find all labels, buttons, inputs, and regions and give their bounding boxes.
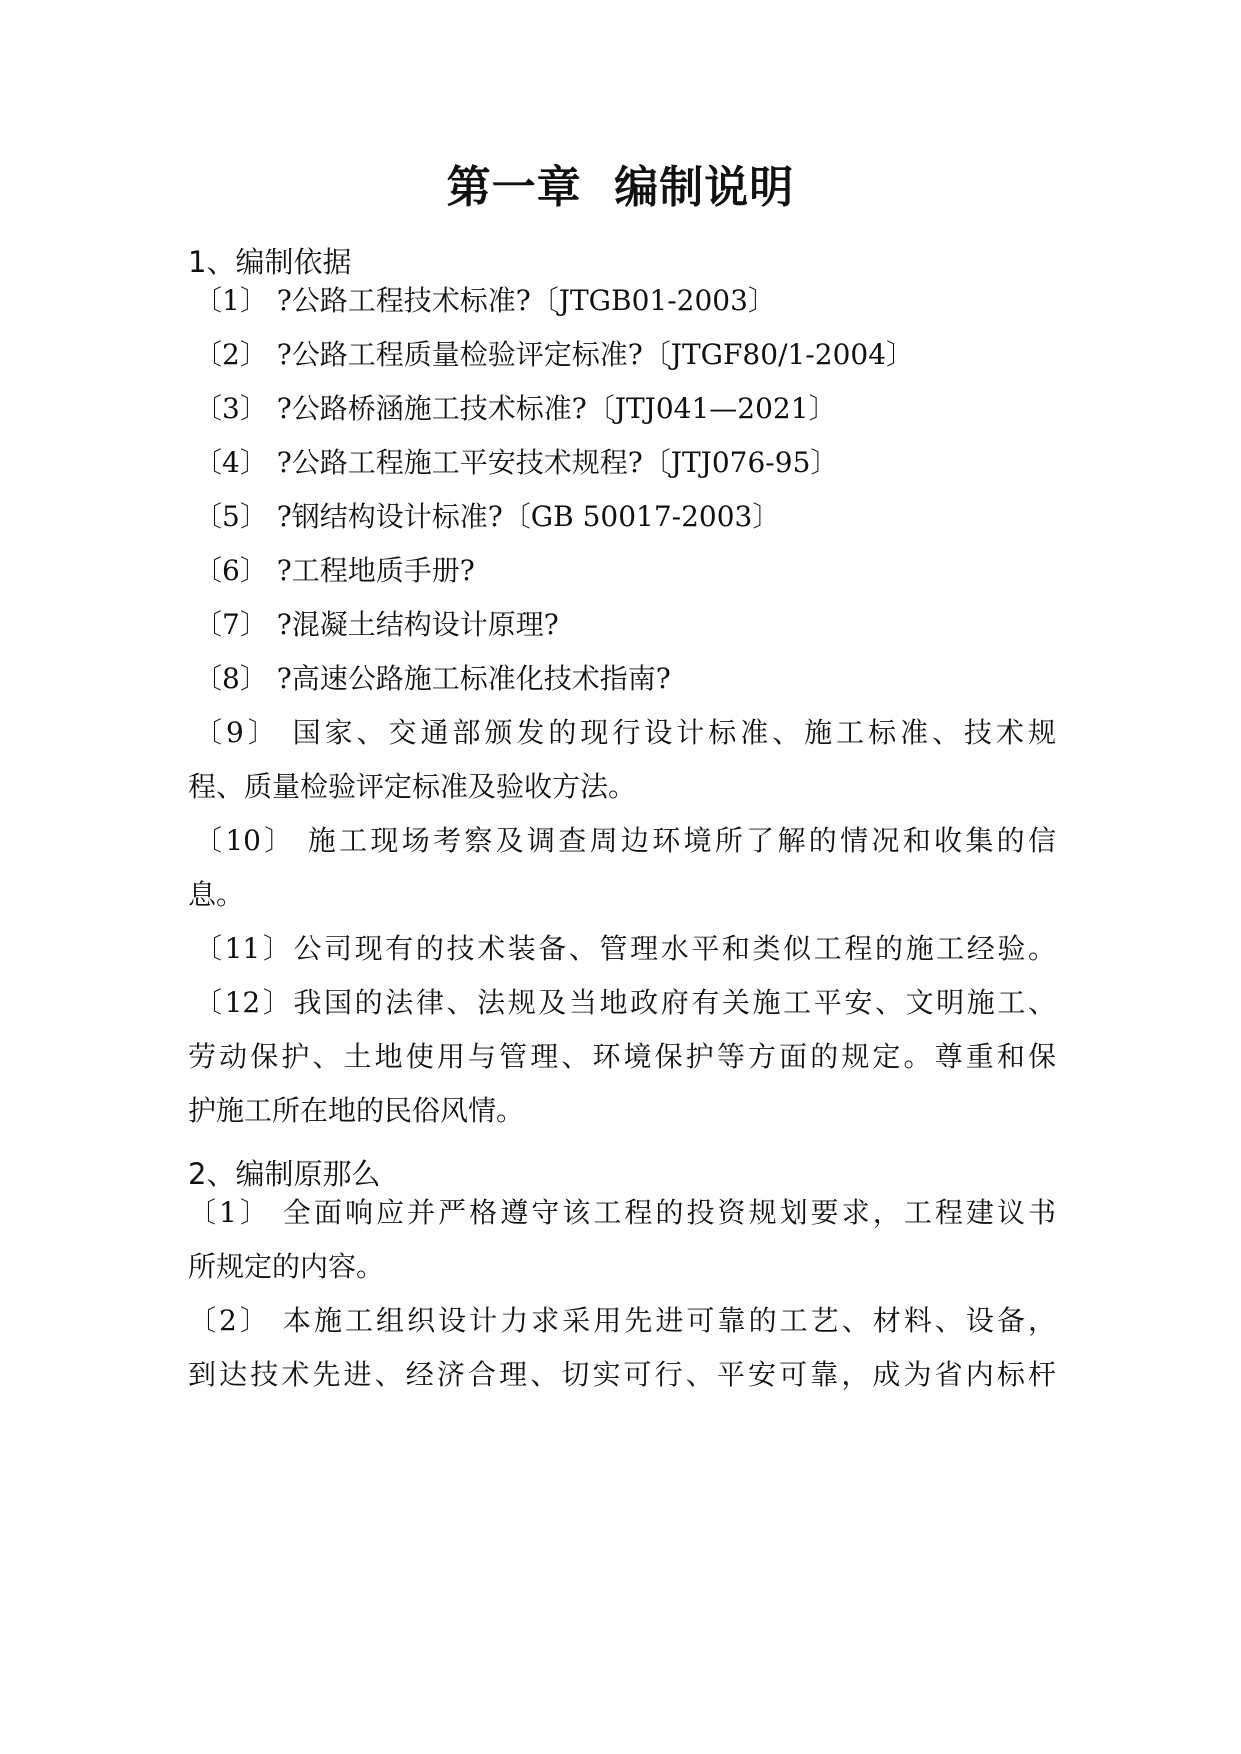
basis-item-2: 〔2〕 ?公路工程质量检验评定标准?〔JTGF80/1-2004〕: [194, 338, 915, 371]
basis-item-10-continued: 息。: [188, 878, 245, 911]
basis-item-11: 〔11〕公司现有的技术装备、管理水平和类似工程的施工经验。: [194, 932, 1056, 965]
principle-item-2: 〔2〕 本施工组织设计力求采用先进可靠的工艺、材料、设备，: [188, 1304, 1056, 1337]
principle-item-2-continued: 到达技术先进、经济合理、切实可行、平安可靠，成为省内标杆: [188, 1358, 1056, 1391]
basis-item-10: 〔10〕 施工现场考察及调查周边环境所了解的情况和收集的信: [194, 824, 1056, 857]
basis-item-7: 〔7〕 ?混凝土结构设计原理?: [194, 608, 559, 641]
basis-item-9-continued: 程、质量检验评定标准及验收方法。: [188, 770, 637, 803]
basis-item-3: 〔3〕 ?公路桥涵施工技术标准?〔JTJ041—2021〕: [194, 392, 837, 425]
basis-item-12-continued-2: 护施工所在地的民俗风情。: [188, 1094, 525, 1127]
basis-item-12: 〔12〕我国的法律、法规及当地政府有关施工平安、文明施工、: [194, 986, 1056, 1019]
basis-item-8: 〔8〕 ?高速公路施工标准化技术指南?: [194, 662, 671, 695]
section-heading-basis: 1、编制依据: [188, 245, 352, 279]
basis-item-1: 〔1〕 ?公路工程技术标准?〔JTGB01-2003〕: [194, 284, 776, 317]
principle-item-1: 〔1〕 全面响应并严格遵守该工程的投资规划要求，工程建议书: [188, 1196, 1056, 1229]
basis-item-6: 〔6〕 ?工程地质手册?: [194, 554, 475, 587]
basis-item-5: 〔5〕 ?钢结构设计标准?〔GB 50017-2003〕: [194, 500, 781, 533]
basis-item-4: 〔4〕 ?公路工程施工平安技术规程?〔JTJ076-95〕: [194, 446, 839, 479]
basis-item-12-continued-1: 劳动保护、土地使用与管理、环境保护等方面的规定。尊重和保: [188, 1040, 1056, 1073]
section-heading-principles: 2、编制原那么: [188, 1157, 381, 1191]
basis-item-9: 〔9〕 国家、交通部颁发的现行设计标准、施工标准、技术规: [194, 716, 1056, 749]
chapter-title: 第一章 编制说明: [446, 162, 795, 213]
principle-item-1-continued: 所规定的内容。: [188, 1250, 385, 1283]
